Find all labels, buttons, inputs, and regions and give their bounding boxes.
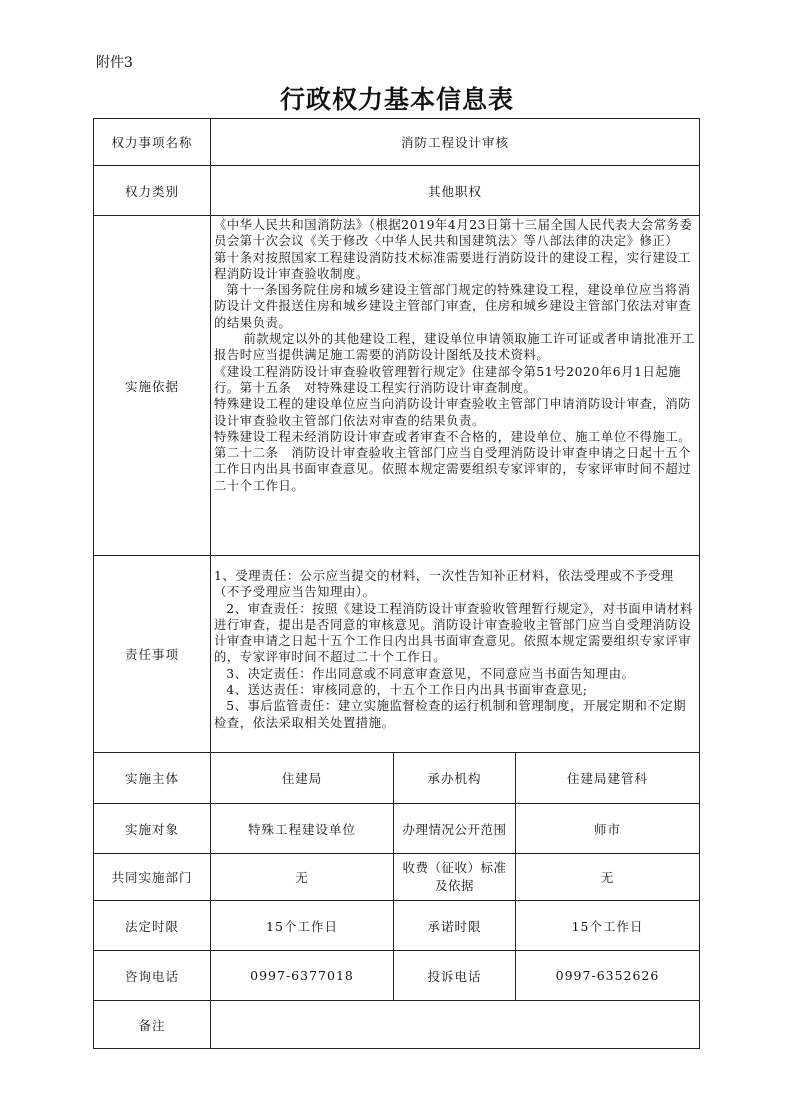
value-target: 特殊工程建设单位 (211, 804, 394, 854)
value-joint-department: 无 (211, 854, 394, 901)
info-table (93, 118, 700, 1049)
row-time-limit (94, 901, 700, 951)
value-fee-standard: 无 (516, 854, 700, 901)
label-name: 权力事项名称 (94, 119, 211, 166)
basis-paragraph: 第十一条国务院住房和城乡建设主管部门规定的特殊建设工程，建设单位应当将消防设计文件报送住房和城乡建设主管部门审查，住房和城乡建设主管部门依法对审查的结果负责。 (214, 283, 692, 330)
basis-paragraph: 第十条对按照国家工程建设消防技术标准需要进行消防设计的建设工程，实行建设工程消防设计审查验收制度。 (214, 250, 692, 281)
row-remarks (94, 1001, 700, 1049)
responsibility-item: 4、送达责任：审核同意的，十五个工作日内出具书面审查意见; (226, 683, 588, 698)
basis-paragraph: 特殊建设工程未经消防设计审查或者审查不合格的，建设单位、施工单位不得施工。 (214, 429, 692, 444)
label-complaint-phone: 投诉电话 (394, 951, 516, 1001)
label-joint-department: 共同实施部门 (94, 854, 211, 901)
basis-paragraph: 《建设工程消防设计审查验收管理暂行规定》住建部令第51号2020年6月1日起施行。第十五条 对特殊建设工程实行消防设计审查制度。 (214, 364, 682, 395)
label-handling-agency: 承办机构 (394, 753, 516, 804)
row-category (94, 166, 700, 216)
fee-standard-line2: 及依据 (434, 878, 474, 893)
row-target (94, 804, 700, 854)
row-basis (94, 216, 700, 556)
row-subject (94, 753, 700, 804)
value-consult-phone: 0997-6377018 (211, 951, 394, 1001)
value-complaint-phone: 0997-6352626 (516, 951, 700, 1001)
basis-paragraph: 前款规定以外的其他建设工程，建设单位申请领取施工许可证或者申请批准开工报告时应当提供满足施工需要的消防设计图纸及技术资料。 (214, 332, 695, 363)
value-disclosure-scope: 师市 (516, 804, 700, 854)
value-promised-time-limit: 15个工作日 (516, 901, 700, 951)
label-basis: 实施依据 (94, 216, 211, 556)
label-consult-phone: 咨询电话 (94, 951, 211, 1001)
attachment-label: 附件3 (96, 55, 133, 71)
label-remarks: 备注 (94, 1001, 211, 1049)
basis-paragraph: 第二十二条 消防设计审查验收主管部门应当自受理消防设计审查申请之日起十五个工作日内出具书面审查意见。依照本规定需要组织专家评审的，专家评审时间不超过二十个工作日。 (214, 446, 692, 493)
label-subject: 实施主体 (94, 753, 211, 804)
fee-standard-line1: 收费（征收）标准 (402, 860, 507, 875)
label-fee-standard (394, 854, 516, 901)
value-basis (211, 216, 700, 556)
label-promised-time-limit: 承诺时限 (394, 901, 516, 951)
row-name (94, 119, 700, 166)
value-remarks (211, 1001, 700, 1049)
value-handling-agency: 住建局建管科 (516, 753, 700, 804)
row-joint (94, 854, 700, 901)
label-target: 实施对象 (94, 804, 211, 854)
value-name: 消防工程设计审核 (211, 119, 700, 166)
page-title: 行政权力基本信息表 (279, 85, 514, 114)
basis-paragraph: 《中华人民共和国消防法》（根据2019年4月23日第十三届全国人民代表大会常务委员会第十次会议《关于修改〈中华人民共和国建筑法〉等八部法律的决定》修正） (214, 218, 693, 249)
label-legal-time-limit: 法定时限 (94, 901, 211, 951)
value-category: 其他职权 (211, 166, 700, 216)
value-subject: 住建局 (211, 753, 394, 804)
responsibility-item: 1、受理责任：公示应当提交的材料，一次性告知补正材料，依法受理或不予受理（不予受理应当告知理由）。 (214, 569, 674, 600)
value-legal-time-limit: 15个工作日 (211, 901, 394, 951)
value-responsibility (211, 556, 700, 753)
label-disclosure-scope: 办理情况公开范围 (394, 804, 516, 854)
responsibility-item: 2、审查责任：按照《建设工程消防设计审查验收管理暂行规定》，对书面申请材料进行审查，提出是否同意的审核意见。消防设计审查验收主管部门应当自受理消防设计审查申请之日起十五个工作日内出具书面审查意见。依照本规定需要组织专家评审的，专家评审时间不超过二十个工作日。 (214, 601, 693, 665)
row-responsibility (94, 556, 700, 753)
responsibility-item: 3、决定责任：作出同意或不同意审查意见，不同意应当书面告知理由。 (226, 666, 635, 681)
responsibility-item: 5、事后监管责任：建立实施监督检查的运行机制和管理制度，开展定期和不定期检查，依法采取相关处置措施。 (214, 699, 687, 730)
basis-paragraph: 特殊建设工程的建设单位应当向消防设计审查验收主管部门申请消防设计审查，消防设计审查验收主管部门依法对审查的结果负责。 (214, 397, 692, 428)
label-category: 权力类别 (94, 166, 211, 216)
label-responsibility: 责任事项 (94, 556, 211, 753)
row-phone (94, 951, 700, 1001)
